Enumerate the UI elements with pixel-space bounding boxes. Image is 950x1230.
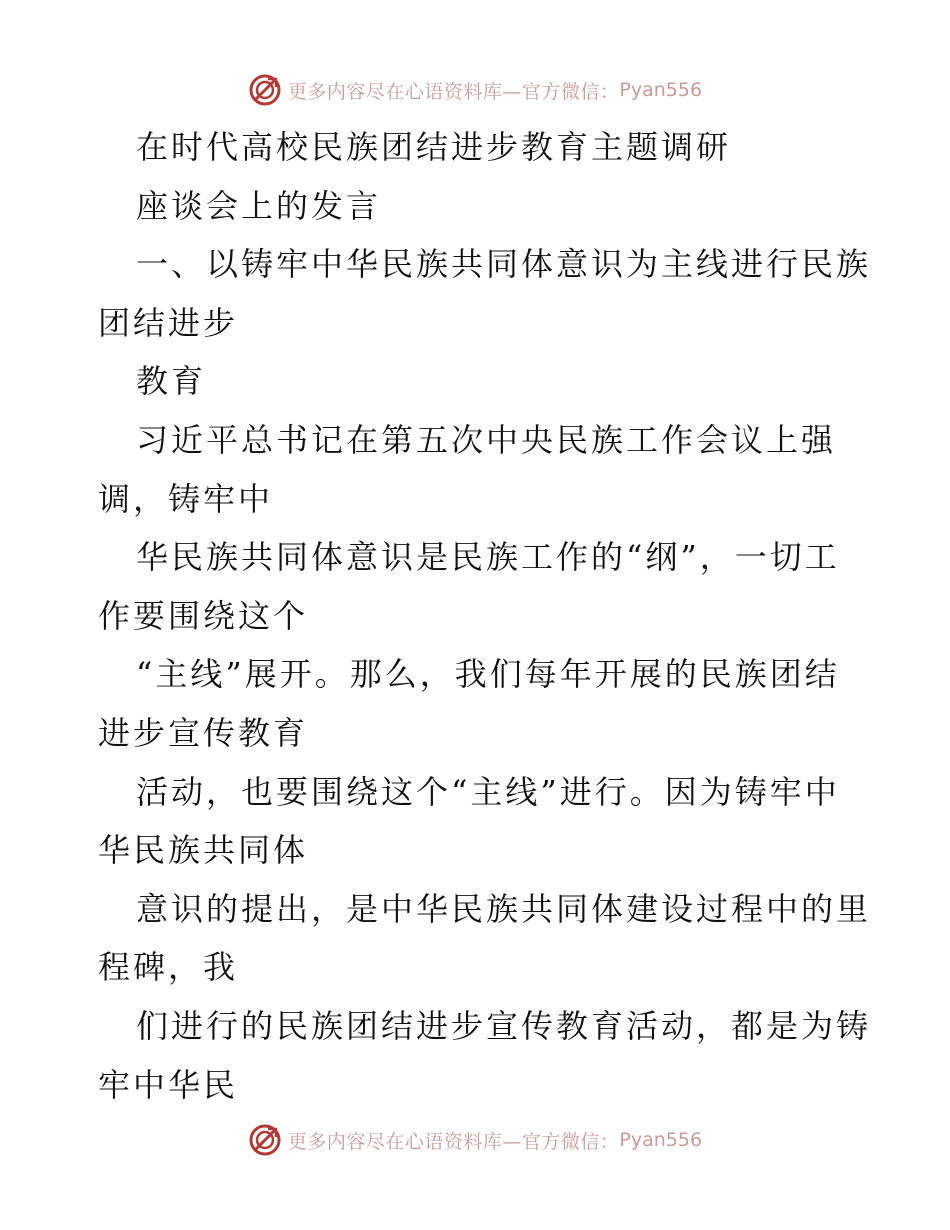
footer-watermark	[0, 1120, 950, 1160]
text-line: 调，铸牢中	[98, 479, 274, 518]
text-line: 教育	[136, 362, 207, 401]
brand-logo-icon	[248, 73, 282, 107]
text-line: 们进行的民族团结进步宣传教育活动，都是为铸	[136, 1006, 872, 1045]
text-line: 活动，也要围绕这个“主线”进行。因为铸牢中	[136, 772, 840, 811]
text-line: 牢中华民	[98, 1065, 239, 1104]
text-line: 作要围绕这个	[98, 596, 309, 635]
text-line: 团结进步	[98, 303, 239, 342]
text-line: 一、以铸牢中华民族共同体意识为主线进行民族	[136, 245, 872, 284]
text-line: 座谈会上的发言	[136, 186, 382, 225]
text-line: 在时代高校民族团结进步教育主题调研	[136, 128, 732, 166]
text-line: 程碑，我	[98, 948, 239, 987]
text-line: 意识的提出，是中华民族共同体建设过程中的里	[136, 889, 872, 928]
text-line: 进步宣传教育	[98, 713, 309, 752]
watermark-text: 更多内容尽在心语资料库—官方微信：	[287, 1130, 620, 1153]
header-watermark	[0, 70, 950, 110]
text-line: 习近平总书记在第五次中央民族工作会议上强	[136, 420, 837, 459]
watermark-wechat-id: Pyan556	[619, 79, 703, 101]
brand-logo-icon	[248, 1123, 282, 1157]
text-line: 华民族共同体	[98, 831, 309, 870]
document-body	[98, 118, 872, 1114]
text-line: 华民族共同体意识是民族工作的“纲”，一切工	[136, 538, 840, 577]
text-line: “主线”展开。那么，我们每年开展的民族团结	[136, 655, 840, 694]
watermark-wechat-id: Pyan556	[619, 1129, 703, 1151]
watermark-text: 更多内容尽在心语资料库—官方微信：	[287, 80, 620, 103]
